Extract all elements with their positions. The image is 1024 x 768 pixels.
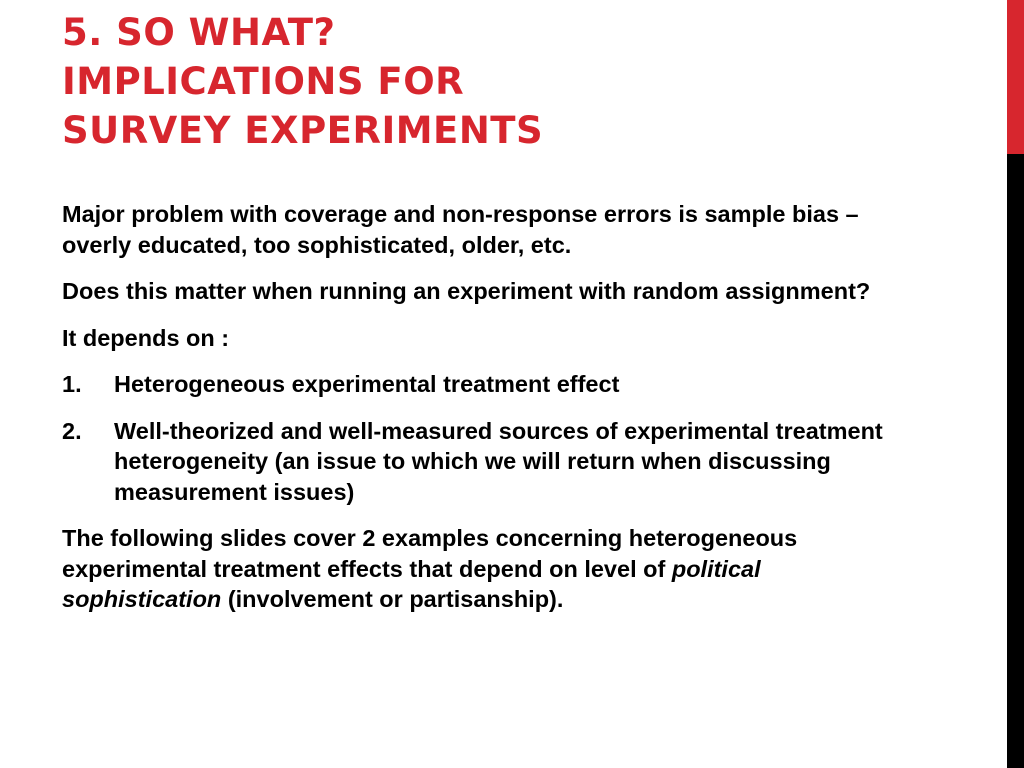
accent-bar-dark-segment xyxy=(1007,154,1024,768)
closing-paragraph xyxy=(62,523,892,615)
slide-title xyxy=(62,8,962,155)
body-paragraph: Major problem with coverage and non-response errors is sample bias – overly educated, too sophisticated, older, etc. xyxy=(62,201,859,258)
title-line: SURVEY EXPERIMENTS xyxy=(62,109,544,152)
list-number: 2. xyxy=(62,417,82,444)
accent-bar xyxy=(1007,0,1024,768)
closing-text-italic: political sophistication xyxy=(62,555,761,612)
numbered-item xyxy=(62,369,892,400)
accent-bar-red-segment xyxy=(1007,0,1024,154)
closing-text-after: (involvement or partisanship). xyxy=(221,586,564,612)
slide-body xyxy=(62,199,892,631)
body-paragraph: Does this matter when running an experiment with random assignment? xyxy=(62,278,871,304)
title-line: 5. SO WHAT? xyxy=(62,11,336,54)
list-number: 1. xyxy=(62,371,82,397)
closing-text-before: The following slides cover 2 examples concerning heterogeneous experimental treatment effects that depend on level of xyxy=(62,525,798,582)
numbered-item xyxy=(62,416,892,508)
list-item-text: Well-theorized and well-measured sources of experimental treatment heterogeneity (an issue to which we will return when discussing measurement issues) xyxy=(114,417,883,505)
title-line: IMPLICATIONS FOR xyxy=(62,60,465,103)
body-paragraph: It depends on : xyxy=(62,324,230,351)
list-item-text: Heterogeneous experimental treatment effect xyxy=(114,371,620,397)
